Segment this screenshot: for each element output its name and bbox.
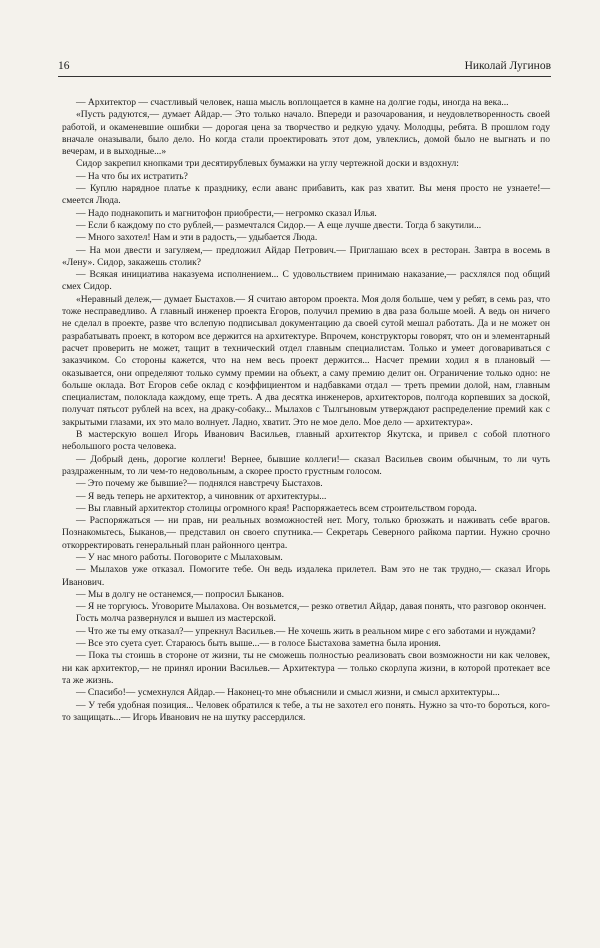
paragraph: — Это почему же бывшие?— поднялся навстречу Быстахов. [76,478,323,490]
paragraph: — Я ведь теперь не архитектор, а чиновник от архитектуры... [76,490,327,502]
paragraph: — Все это суета сует. Стараюсь быть выше...— в голосе Быстахова заметна была ирония. [76,638,441,650]
paragraph: — На мои двести и загуляем,— предложил Айдар Петрович.— Приглашаю всех в ресторан. Завтра в восемь в «Лену». Сидор, закажешь столик? [62,244,550,268]
paragraph: Сидор закрепил кнопками три десятирублевых бумажки на углу чертежной доски и вздохнул: [76,158,459,170]
author-name: Николай Лугинов [464,60,551,72]
running-header [58,60,551,72]
paragraph: — Куплю нарядное платье к празднику, если аванс прибавить, как раз хватит. Вы меня просто не узнаете!— смеется Люда. [62,183,550,207]
paragraph: «Неравный дележ,— думает Быстахов.— Я считаю автором проекта. Моя доля больше, чем у ребят, в семь раз, что тоже несправедливо. А главный инженер проекта Егоров, получил премию в два раза больше моей. А ведь он ничего не сделал в проекте, разве что вслепую подписывал документацию да своей сутой мешал работать. Да и не может он разрабатывать проект, в котором все держится на архитектуре. Впрочем, конструкторы говорят, что он и элементарный расчет проверить не может, тащит в технический отдел главным специалистам. Только и умеет договариваться с заказчиком. Со стороны кажется, что на нем весь проект держится... Насчет премии ходил я в плановый — оказывается, они определяют только сумму премии на объект, а саму премию делит он. Ограничение только одно: не больше оклада. Вот Егоров себе оклад с коэффициентом и надбавками отдал — треть премии долой, нам, главным специалистам, полоклада каждому, еще треть. А два десятка инженеров, архитекторов, полгода корпевших за доской, получат пятьсот рублей на всех, на драку-собаку... Мылахов с Тылгыновым утверждают распределение премий как с закрытыми глазами, их это мало волнует. Ладно, хватит. Это не мое дело. Мое дело — архитектура». [62,293,550,428]
paragraph: — Много захотел! Нам и эти в радость,— удыбается Люда. [76,232,318,244]
paragraph: В мастерскую вошел Игорь Иванович Васильев, главный архитектор Якутска, и привел с собой плотного небольшого роста человека. [62,429,550,453]
paragraph: — Если б каждому по сто рублей,— размечтался Сидор.— А еще лучше двести. Тогда б закутили... [76,219,482,231]
paragraph: — Вы главный архитектор столицы огромного края! Распоряжаетесь всем строительством города. [76,502,477,514]
paragraph: — Мы в долгу не останемся,— попросил Быканов. [76,588,284,600]
paragraph: — У тебя удобная позиция... Человек обратился к тебе, а ты не захотел его понять. Нужно за что-то бороться, кого-то защищать...— Игорь Иванович не на шутку рассердился. [62,699,550,723]
paragraph: — Я не торгуюсь. Уговорите Мылахова. Он возьмется,— резко ответил Айдар, давая понять, что разговор окончен. [76,601,547,613]
paragraph: — Пока ты стоишь в стороне от жизни, ты не сможешь полностью реализовать свои возможности ни как человек, ни как архитектор,— не принял иронии Васильев.— Архитектура — только скорлупа жизни, в которой протекает все та же жизнь. [62,650,550,686]
paragraph: — Распоряжаться — ни прав, ни реальных возможностей нет. Могу, только брюзжать и наживать себе врагов. Познакомьтесь, Быканов,— представил он своего спутника.— Секретарь Северного райкома партии. Нужно срочно откорректировать генеральный план районного центра. [62,515,550,551]
paragraph: — Архитектор — счастливый человек, наша мысль воплощается в камне на долгие годы, иногда на века... [76,97,509,108]
paragraph: — На что бы их истратить? [76,170,188,182]
paragraph: Гость молча развернулся и вышел из мастерской. [76,613,276,625]
paragraph: — Надо поднакопить и магнитофон приобрести,— негромко сказал Илья. [76,207,377,219]
paragraph: — Мылахов уже отказал. Помогите тебе. Он ведь издалека прилетел. Вам это не так трудно,— сказал Игорь Иванович. [62,564,550,588]
header-divider [58,76,551,77]
paragraph: — Спасибо!— усмехнулся Айдар.— Наконец-то мне объяснили и смысл жизни, и смысл архитектуры... [76,687,500,699]
paragraph: — Всякая инициатива наказуема исполнением... С удовольствием принимаю наказание,— расхлялся под общий смех Сидор. [62,269,550,293]
page-number: 16 [58,60,70,72]
body-text [62,97,550,724]
paragraph: «Пусть радуются,— думает Айдар.— Это только начало. Впереди и разочарования, и неудовлетворенность своей работой, и окаменевшие ошибки — дорогая цена за творчество и редкую удачу. Молодцы, ребята. В прошлом году вначале оназывали, было дело. Но когда стали проектировать этот дом, увлеклись, домой было не выгнать и по вечерам, и в выходные...» [62,109,550,158]
paragraph: — Добрый день, дорогие коллеги! Вернее, бывшие коллеги!— сказал Васильев своим обычным, то ли чуть раздраженным, то ли чем-то недовольным, а скорее просто грустным голосом. [62,453,550,477]
paragraph: — Что же ты ему отказал?— упрекнул Васильев.— Не хочешь жить в реальном мире с его заботами и нуждами? [76,625,536,637]
paragraph: — У нас много работы. Поговорите с Мылаховым. [76,551,283,563]
